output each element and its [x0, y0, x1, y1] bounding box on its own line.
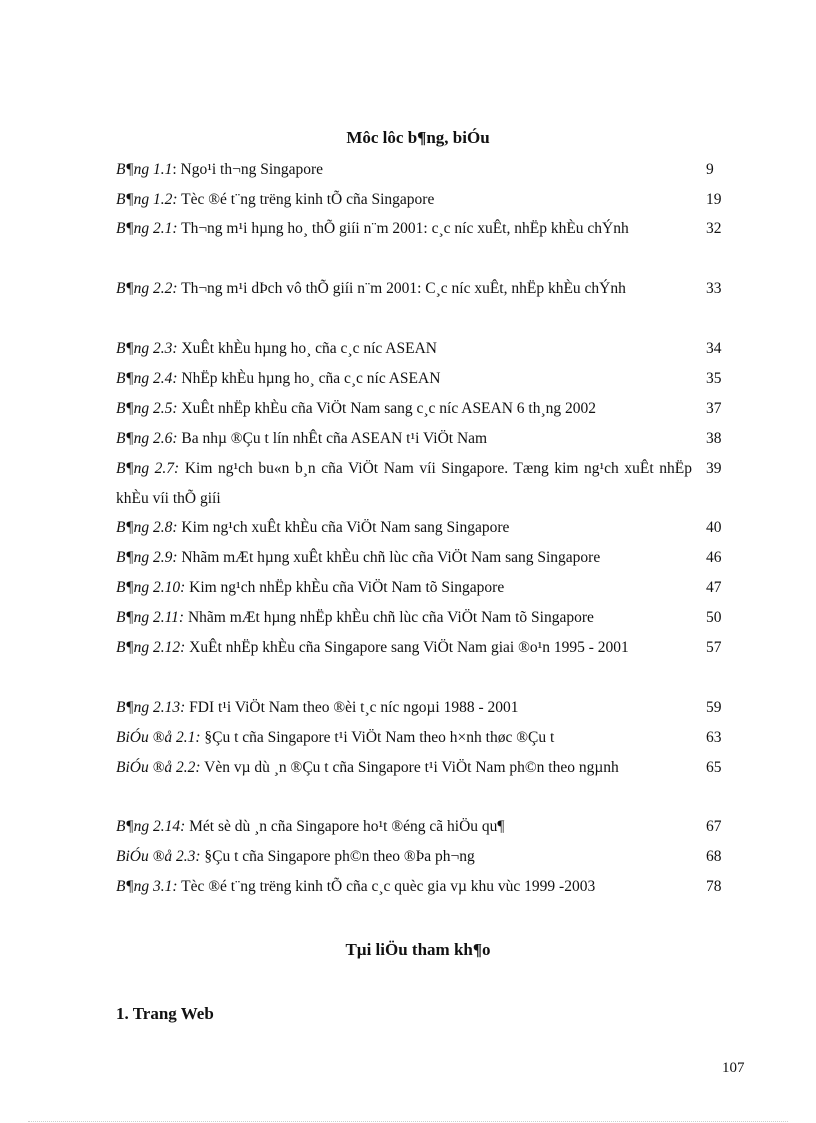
toc-entry-text: [116, 214, 692, 244]
toc-entry-text: [116, 633, 692, 663]
toc-entry-title: Vèn vµ dù ¸n ®Çu t cña Singapore t¹i ViÖt Nam ph©n theo ngµnh: [200, 759, 619, 776]
toc-entry: [116, 185, 726, 215]
toc-entry-page: 39: [706, 460, 722, 477]
toc-entry-label: B¶ng 2.4:: [116, 370, 178, 387]
toc-entry-title: NhËp khÈu hµng ho¸ cña c¸c níc ASEAN: [177, 370, 441, 387]
toc-entry-title: XuÊt khÈu hµng ho¸ cña c¸c níc ASEAN: [177, 340, 437, 357]
toc-entry-text: [116, 364, 692, 394]
toc-entry-title: §Çu t cña Singapore t¹i ViÖt Nam theo h×nh thøc ®Çu t: [200, 729, 555, 746]
toc-entry-label: BiÓu ®å 2.3:: [116, 848, 201, 865]
toc-entry-text: [116, 543, 692, 573]
toc-entry-title: Tèc ®é t¨ng trëng kinh tÕ cña Singapore: [177, 191, 435, 208]
toc-entry-text: [116, 274, 692, 304]
toc-entry-title: Th¬ng m¹i hµng ho¸ thÕ giíi n¨m 2001: c¸c níc xuÊt, nhËp khÈu chÝnh: [177, 220, 629, 237]
toc-entry: [116, 334, 726, 364]
toc-entry-title: Nhãm mÆt hµng xuÊt khÈu chñ lùc cña ViÖt Nam sang Singapore: [177, 549, 601, 566]
toc-entry-label: B¶ng 2.9:: [116, 549, 178, 566]
toc-entry: [116, 394, 726, 424]
toc-entry-page: 9: [706, 161, 714, 178]
toc-entry-title: Kim ng¹ch nhËp khÈu cña ViÖt Nam tõ Singapore: [185, 579, 505, 596]
toc-entry-page: 68: [706, 848, 722, 865]
toc-entry: [116, 543, 726, 573]
toc-entry-label: BiÓu ®å 2.2:: [116, 759, 201, 776]
toc-entry-title: Kim ng¹ch bu«n b¸n cña ViÖt Nam víi Singapore. Tæng kim ng¹ch xuÊt nhËp khÈu víi thÕ giíi: [116, 460, 692, 507]
references-title: Tµi liÖu tham kh¶o: [345, 940, 491, 959]
toc-entry-label: B¶ng 2.3:: [116, 340, 178, 357]
toc-entry-title: XuÊt nhËp khÈu cña ViÖt Nam sang c¸c níc ASEAN 6 th¸ng 2002: [177, 400, 597, 417]
toc-entry-page: 40: [706, 519, 722, 536]
toc-entry: [116, 723, 726, 753]
toc-entry-page: 35: [706, 370, 722, 387]
page-number: 107: [722, 1060, 745, 1076]
toc-entry-page: 33: [706, 280, 722, 297]
toc-entry-page: 50: [706, 609, 722, 626]
toc-entry-text: [116, 723, 692, 753]
toc-entry-label: B¶ng 2.13:: [116, 699, 186, 716]
toc-entry-label: B¶ng 2.2:: [116, 280, 178, 297]
toc-entry-page: 63: [706, 729, 722, 746]
page-bottom-divider: [28, 1121, 788, 1122]
toc-entry-title: Kim ng¹ch xuÊt khÈu cña ViÖt Nam sang Singapore: [177, 519, 510, 536]
toc-entry-page: 32: [706, 220, 722, 237]
toc-entry-page: 67: [706, 818, 722, 835]
toc-entry-label: B¶ng 2.11:: [116, 609, 185, 626]
toc-entry-page: 46: [706, 549, 722, 566]
toc-entry-page: 78: [706, 878, 722, 895]
toc-entry-label: B¶ng 2.12:: [116, 639, 186, 656]
toc-entry-page: 57: [706, 639, 722, 656]
toc-entry-text: [116, 753, 692, 783]
toc-entry-text: [116, 513, 692, 543]
toc-entry-page: 38: [706, 430, 722, 447]
section-heading-web: 1. Trang Web: [116, 1004, 214, 1023]
toc-entry-label: B¶ng 2.7:: [116, 460, 180, 477]
toc-entry: [116, 753, 726, 783]
toc-entry-text: [116, 454, 692, 514]
toc-entry: [116, 214, 726, 244]
toc-entry: [116, 842, 726, 872]
toc-entry-label: B¶ng 3.1:: [116, 878, 178, 895]
toc-entry-title: Mét sè dù ¸n cña Singapore ho¹t ®éng cã hiÖu qu¶: [185, 818, 505, 835]
toc-entry-text: [116, 334, 692, 364]
toc-entry-text: [116, 155, 692, 185]
toc-entry-page: 47: [706, 579, 722, 596]
toc-entry-title: Ba nhµ ®Çu t lín nhÊt cña ASEAN t¹i ViÖt Nam: [177, 430, 488, 447]
toc-entry: [116, 155, 726, 185]
toc-entry: [116, 513, 726, 543]
toc-entry-title: §Çu t cña Singapore ph©n theo ®Þa ph¬ng: [200, 848, 475, 865]
toc-entry-label: B¶ng 1.1: [116, 161, 173, 178]
toc-entry: [116, 872, 726, 902]
toc-entry-text: [116, 424, 692, 454]
toc-entry-title: XuÊt nhËp khÈu cña Singapore sang ViÖt Nam giai ®o¹n 1995 - 2001: [185, 639, 629, 656]
toc-entry-title: FDI t¹i ViÖt Nam theo ®èi t¸c níc ngoµi 1988 - 2001: [185, 699, 519, 716]
toc-entry: [116, 812, 726, 842]
toc-entry: [116, 364, 726, 394]
toc-entry-title: Nhãm mÆt hµng nhËp khÈu chñ lùc cña ViÖt Nam tõ Singapore: [184, 609, 594, 626]
toc-entry-title: Tèc ®é t¨ng trëng kinh tÕ cña c¸c quèc gia vµ khu vùc 1999 -2003: [177, 878, 596, 895]
toc-entry-label: B¶ng 2.14:: [116, 818, 186, 835]
toc-entry-text: [116, 603, 692, 633]
toc-entry-label: B¶ng 2.8:: [116, 519, 178, 536]
toc-entry-label: B¶ng 1.2:: [116, 191, 178, 208]
toc-entry-text: [116, 573, 692, 603]
toc-entry-text: [116, 872, 692, 902]
toc-title: Môc lôc b¶ng, biÓu: [346, 128, 490, 147]
toc-entry: [116, 603, 726, 633]
toc-entry: [116, 424, 726, 454]
toc-entry-title: Th¬ng m¹i dÞch vô thÕ giíi n¨m 2001: C¸c níc xuÊt, nhËp khÈu chÝnh: [177, 280, 626, 297]
toc-entry-label: B¶ng 2.10:: [116, 579, 186, 596]
toc-entry-page: 34: [706, 340, 722, 357]
toc-entry: [116, 693, 726, 723]
toc-entry: [116, 454, 726, 514]
toc-entry-label: B¶ng 2.1:: [116, 220, 178, 237]
toc-entry-sep: :: [172, 161, 177, 178]
toc-entry-text: [116, 394, 692, 424]
toc-entry-label: BiÓu ®å 2.1:: [116, 729, 201, 746]
toc-entry-page: 65: [706, 759, 722, 776]
toc-entry-text: [116, 842, 692, 872]
toc-entry: [116, 274, 726, 304]
toc-entry-label: B¶ng 2.6:: [116, 430, 178, 447]
toc-entry-text: [116, 812, 692, 842]
toc-entry: [116, 573, 726, 603]
toc-entry-page: 37: [706, 400, 722, 417]
toc-entry: [116, 633, 726, 663]
toc-entry-text: [116, 693, 692, 723]
toc-entry-page: 19: [706, 191, 722, 208]
toc-entry-page: 59: [706, 699, 722, 716]
toc-entry-title: Ngo¹i th¬ng Singapore: [176, 161, 324, 178]
toc-entry-label: B¶ng 2.5:: [116, 400, 178, 417]
toc-entry-text: [116, 185, 692, 215]
